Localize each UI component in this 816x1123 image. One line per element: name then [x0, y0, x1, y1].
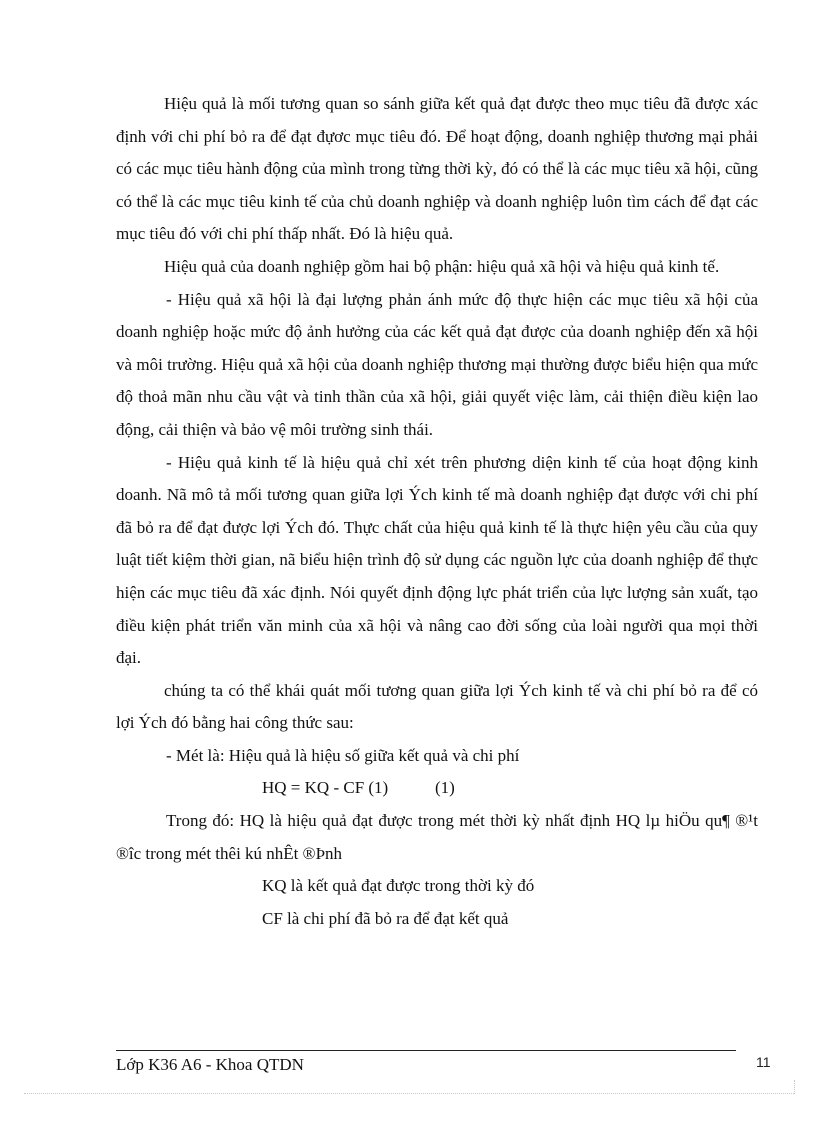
- paragraph-first-formula-label: - Mét là: Hiệu quả là hiệu số giữa kết quả và chi phí: [166, 745, 520, 765]
- page-number: 11: [756, 1054, 771, 1070]
- formula-hq: HQ = KQ - CF (1) (1): [262, 778, 455, 798]
- paragraph-where: Trong đó: HQ là hiệu quả đạt được trong mét thời kỳ nhất định HQ lµ hiÖu qu¶ ®¹t ®îc trong mét thêi kú nhÊt ®Þnh: [116, 811, 758, 863]
- page-border-right: [794, 1080, 795, 1094]
- definition-kq: KQ là kết quả đạt được trong thời kỳ đó: [262, 876, 535, 896]
- paragraph-efficiency-definition: Hiệu quả là mối tương quan so sánh giữa kết quả đạt được theo mục tiêu đã được xác định với chi phí bỏ ra để đạt đựơc mục tiêu đó. Để hoạt động, doanh nghiệp thương mại phải có các mục tiêu hành động của mình trong từng thời kỳ, đó có thể là các mục tiêu xã hội, cũng có thể là các mục tiêu kinh tế của chủ doanh nghiệp và doanh nghiệp luôn tìm cách để đạt các mục tiêu đó với chi phí thấp nhất. Đó là hiệu quả.: [116, 94, 758, 244]
- page-content: [116, 88, 758, 935]
- paragraph-social-efficiency: - Hiệu quả xã hội là đại lượng phản ánh mức độ thực hiện các mục tiêu xã hội của doanh nghiệp hoặc mức độ ảnh hưởng của các kết quả đạt được của doanh nghiệp đến xã hội và môi trường. Hiệu quả xã hội của doanh nghiệp thương mại thường được biểu hiện qua mức độ thoả mãn nhu cầu vật và tinh thần của xã hội, giải quyết việc làm, cải thiện điều kiện lao động, cải thiện và bảo vệ môi trường sinh thái.: [116, 289, 758, 439]
- footer-divider: [116, 1050, 736, 1051]
- paragraph-efficiency-parts: Hiệu quả của doanh nghiệp gồm hai bộ phận: hiệu quả xã hội và hiệu quả kinh tế.: [164, 256, 720, 276]
- paragraph-economic-efficiency: - Hiệu quả kinh tế là hiệu quả chỉ xét trên phương diện kinh tế của hoạt động kinh doanh. Nã mô tả mối tương quan giữa lợi Ých kinh tế mà doanh nghiệp đạt được với chi phí đã bỏ ra để đạt được lợi Ých đó. Thực chất của hiệu quả kinh tế là thực hiện yêu cầu của quy luật tiết kiệm thời gian, nã biểu hiện trình độ sử dụng các nguồn lực của doanh nghiệp để thực hiện các mục tiêu đã xác định. Nói quyết định động lực phát triển của lực lượng sản xuất, tạo điều kiện phát triển văn minh của xã hội và nâng cao đời sống của loài người qua mọi thời đại.: [116, 452, 758, 668]
- definition-cf: CF là chi phí đã bỏ ra để đạt kết quả: [262, 908, 509, 928]
- page-border-bottom: [24, 1093, 794, 1094]
- footer-class-label: Lớp K36 A6 - Khoa QTDN: [116, 1055, 304, 1074]
- paragraph-formula-intro: chúng ta có thể khái quát mối tương quan giữa lợi Ých kinh tế và chi phí bỏ ra để có lợi Ých đó bằng hai công thức sau:: [116, 680, 758, 733]
